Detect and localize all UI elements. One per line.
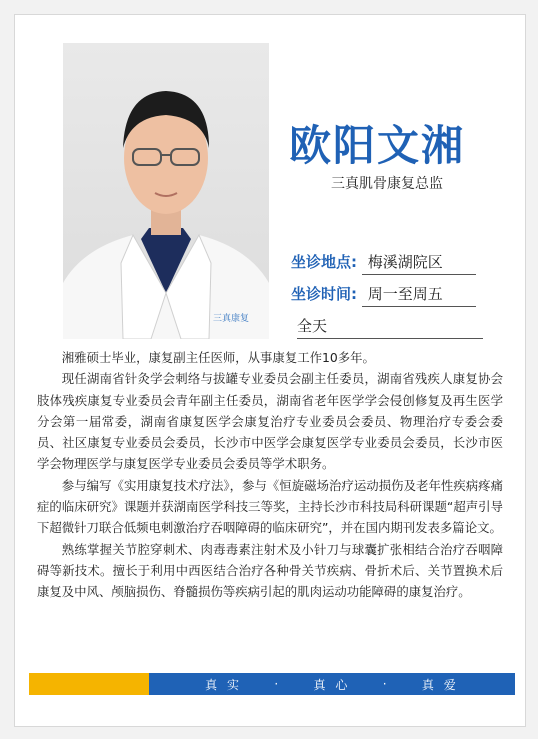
doctor-title: 三真肌骨康复总监 [331, 176, 443, 192]
profile-card [14, 14, 526, 727]
slogan-dot: · [274, 677, 282, 691]
bio-paragraph: 湘雅硕士毕业，康复副主任医师，从事康复工作10多年。 [61, 350, 375, 365]
footer-yellow-bar [29, 673, 149, 695]
time-value: 周一至周五 [362, 283, 476, 307]
time-extra: 全天 [297, 315, 483, 339]
clinic-label: 坐诊地点: [291, 253, 357, 271]
doctor-portrait-illustration [63, 43, 269, 339]
doctor-photo [63, 43, 269, 339]
bio-paragraph: 现任湖南省针灸学会刺络与拔罐专业委员会副主任委员，湖南省残疾人康复协会肢体残疾康复专业委员会青年副主任委员，湖南省老年医学学会侵创修复及再生医学分会第一届常委，湖南省康复医学会康复治疗专业委员会委员、物理治疗专委会委员、社区康复专业委员会委员，长沙市中医学会康复医学专业委员会委员，长沙市医学会物理医学与康复医学专业委员会委员等学术职务。 [37, 371, 503, 472]
time-row [291, 283, 476, 307]
footer-slogan [149, 673, 515, 695]
doctor-name: 欧阳文湘 [289, 121, 466, 170]
slogan-dot: · [382, 677, 390, 691]
slogan-word: 真 实 [205, 677, 242, 692]
slogan-word: 真 心 [313, 677, 351, 692]
bio-paragraph: 参与编写《实用康复技术疗法》，参与《恒旋磁场治疗运动损伤及老年性疾病疼痛症的临床研究》课题并获湖南医学科技三等奖，主持长沙市科技局科研课题“超声引导下超微针刀联合低频电刺激治疗吞咽障碍的临床研究”，并在国内期刊发表多篇论文。 [37, 477, 503, 536]
bio-section [37, 347, 503, 603]
clinic-row [291, 251, 476, 275]
coat-logo: 三真康复 [213, 314, 250, 324]
slogan-word: 真 爱 [421, 677, 459, 692]
bio-paragraph: 熟练掌握关节腔穿刺术、肉毒毒素注射术及小针刀与球囊扩张相结合治疗吞咽障碍等新技术。擅长于利用中西医结合治疗各种骨关节疾病、骨折术后、关节置换术后康复及中风、颅脑损伤、脊髓损伤等疾病引起的肌肉运动功能障碍的康复治疗。 [37, 541, 503, 600]
time-label: 坐诊时间: [291, 285, 357, 303]
clinic-value: 梅溪湖院区 [362, 251, 476, 275]
footer-band [29, 673, 515, 695]
